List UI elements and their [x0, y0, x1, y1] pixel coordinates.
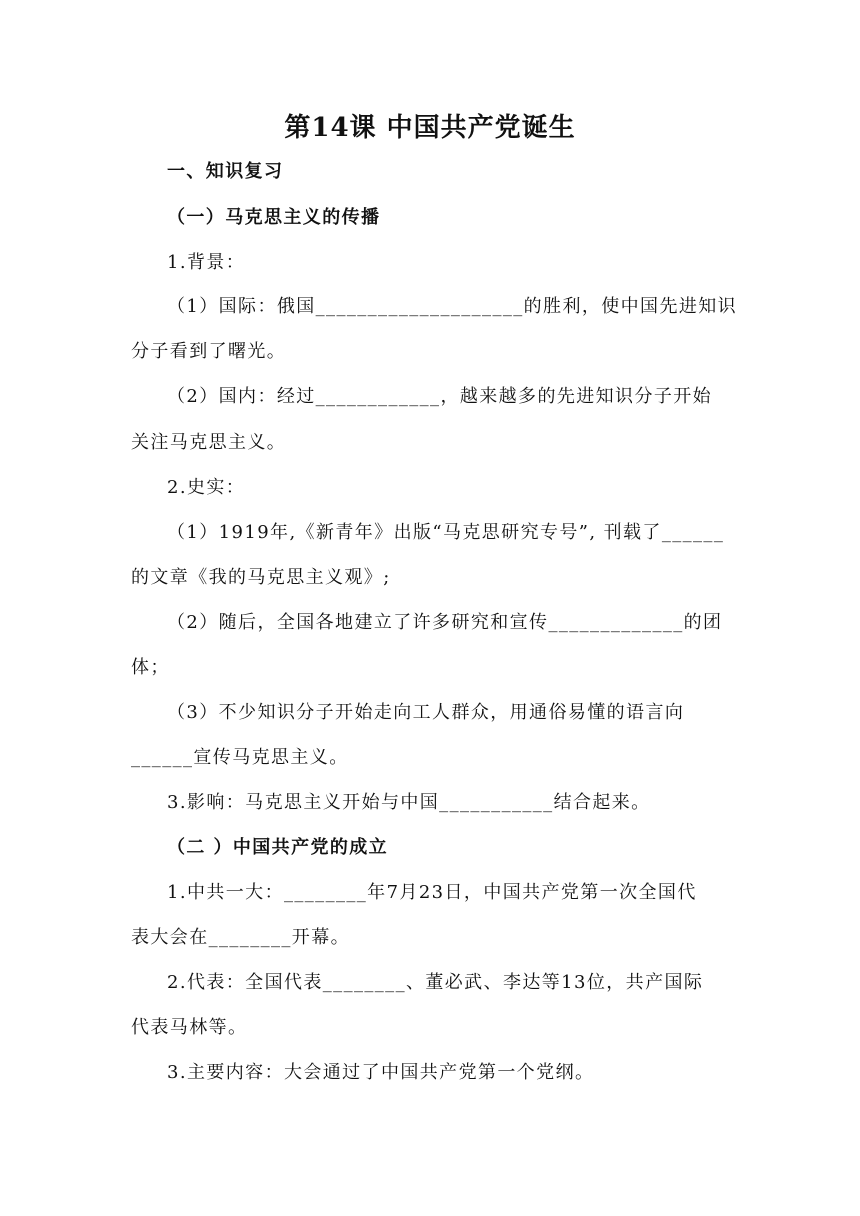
paragraph-line: （2）国内：经过____________，越来越多的先进知识分子开始 [167, 386, 713, 407]
subsection-heading-spread: （一）马克思主义的传播 [167, 207, 381, 228]
paragraph-line: 2.代表：全国代表________、董必武、李达等13位，共产国际 [167, 972, 704, 993]
paragraph-line: （2）随后，全国各地建立了许多研究和宣传_____________的团 [167, 612, 723, 633]
subsection-heading-founding: （二 ）中国共产党的成立 [167, 837, 389, 858]
section-heading-review: 一、知识复习 [167, 161, 284, 182]
paragraph-line: 分子看到了曙光。 [131, 341, 287, 362]
paragraph-line: 关注马克思主义。 [131, 432, 287, 453]
item-influence: 3.影响：马克思主义开始与中国___________结合起来。 [167, 792, 651, 813]
item-history-facts: 2.史实： [167, 477, 246, 498]
paragraph-line: 的文章《我的马克思主义观》; [131, 567, 391, 588]
paragraph-line: （1）1919年,《新青年》出版“马克思研究专号”, 刊载了______ [167, 522, 725, 543]
paragraph-line: 3.主要内容：大会通过了中国共产党第一个党纲。 [167, 1062, 595, 1083]
paragraph-line: （3）不少知识分子开始走向工人群众，用通俗易懂的语言向 [167, 702, 685, 723]
paragraph-line: 代表马林等。 [131, 1017, 248, 1038]
paragraph-line: ______宣传马克思主义。 [131, 747, 349, 768]
item-background: 1.背景： [167, 252, 246, 273]
paragraph-line: 体； [131, 657, 170, 678]
paragraph-line: 表大会在________开幕。 [131, 927, 350, 948]
lesson-title: 第14课 中国共产党诞生 [284, 113, 576, 143]
paragraph-line: （1）国际：俄国____________________的胜利，使中国先进知识 [167, 296, 738, 317]
paragraph-line: 1.中共一大：________年7月23日，中国共产党第一次全国代 [167, 882, 697, 903]
